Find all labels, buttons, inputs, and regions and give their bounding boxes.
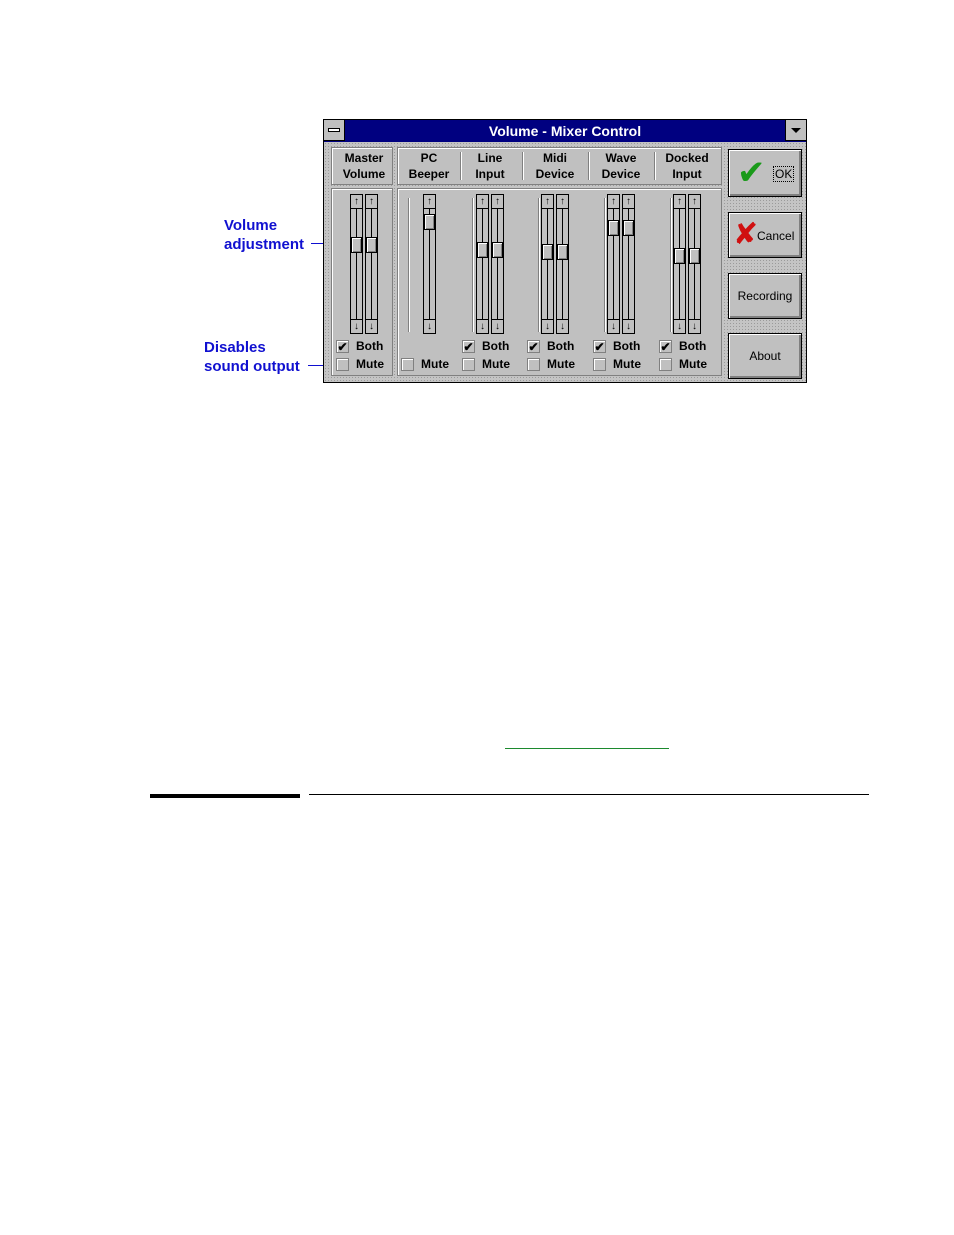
volume-slider-line-right[interactable] xyxy=(491,194,504,334)
callout-line: Disables xyxy=(204,339,266,356)
callout-disables-sound xyxy=(204,338,300,376)
channel-label-line: Docked xyxy=(665,151,709,165)
slider-up-arrow-icon[interactable]: ↑ xyxy=(689,195,700,209)
mixer-window xyxy=(323,119,807,383)
channel-label-line: Volume xyxy=(342,167,386,181)
slider-down-arrow-icon[interactable]: ↓ xyxy=(351,319,362,333)
about-label: About xyxy=(749,349,781,363)
channel-label-line xyxy=(458,150,522,182)
volume-slider-docked-right[interactable] xyxy=(688,194,701,334)
slider-down-arrow-icon[interactable]: ↓ xyxy=(689,319,700,333)
slider-down-arrow-icon[interactable]: ↓ xyxy=(542,319,553,333)
hyperlink-underline[interactable] xyxy=(505,748,669,749)
recording-label: Recording xyxy=(737,289,793,303)
mute-checkbox-master[interactable] xyxy=(336,358,349,371)
slider-up-arrow-icon[interactable]: ↑ xyxy=(492,195,503,209)
slider-thumb[interactable] xyxy=(674,248,685,264)
slider-up-arrow-icon[interactable]: ↑ xyxy=(557,195,568,209)
callout-line: sound output xyxy=(204,358,300,375)
volume-slider-midi-left[interactable] xyxy=(541,194,554,334)
slider-up-arrow-icon[interactable]: ↑ xyxy=(674,195,685,209)
system-menu-icon[interactable] xyxy=(324,120,345,141)
volume-slider-line-left[interactable] xyxy=(476,194,489,334)
slider-thumb[interactable] xyxy=(424,214,435,230)
cancel-x-icon: ✘ xyxy=(733,218,759,251)
channel-label-master xyxy=(332,150,396,182)
slider-down-arrow-icon[interactable]: ↓ xyxy=(492,319,503,333)
both-label: Both xyxy=(356,339,384,353)
volume-slider-wave-left[interactable] xyxy=(607,194,620,334)
channel-label-line: Midi xyxy=(543,151,567,165)
channel-label-docked xyxy=(655,150,719,182)
slider-up-arrow-icon[interactable]: ↑ xyxy=(424,195,435,209)
mute-checkbox-midi[interactable] xyxy=(527,358,540,371)
channel-label-pc xyxy=(397,150,461,182)
mute-label: Mute xyxy=(421,357,449,371)
both-checkbox-master[interactable]: ✔ xyxy=(337,340,348,354)
cancel-label: Cancel xyxy=(757,229,795,243)
channel-label-wave xyxy=(589,150,653,182)
slider-thumb[interactable] xyxy=(623,220,634,236)
cancel-button[interactable] xyxy=(728,212,802,258)
slider-up-arrow-icon[interactable]: ↑ xyxy=(477,195,488,209)
volume-slider-pc[interactable] xyxy=(423,194,436,334)
slider-down-arrow-icon[interactable]: ↓ xyxy=(424,319,435,333)
volume-slider-docked-left[interactable] xyxy=(673,194,686,334)
slider-thumb[interactable] xyxy=(351,237,362,253)
channel-label-line: PC xyxy=(420,151,438,165)
slider-down-arrow-icon[interactable]: ↓ xyxy=(608,319,619,333)
mixer-client-area xyxy=(324,142,806,382)
minimize-icon[interactable] xyxy=(785,120,806,141)
mute-checkbox-line[interactable] xyxy=(462,358,475,371)
slider-up-arrow-icon[interactable]: ↑ xyxy=(623,195,634,209)
slider-separator xyxy=(538,198,540,332)
title-bar xyxy=(324,120,806,142)
mute-label: Mute xyxy=(613,357,641,371)
channel-label-midi xyxy=(523,150,587,182)
channel-label-line: Input xyxy=(475,167,505,181)
slider-down-arrow-icon[interactable]: ↓ xyxy=(477,319,488,333)
slider-up-arrow-icon[interactable]: ↑ xyxy=(542,195,553,209)
volume-slider-master-left[interactable] xyxy=(350,194,363,334)
ok-label: OK xyxy=(775,167,793,181)
slider-thumb[interactable] xyxy=(542,244,553,260)
slider-separator xyxy=(472,198,474,332)
channel-label-line: Beeper xyxy=(408,167,450,181)
slider-down-arrow-icon[interactable]: ↓ xyxy=(674,319,685,333)
slider-thumb[interactable] xyxy=(608,220,619,236)
slider-thumb[interactable] xyxy=(557,244,568,260)
channel-label-line: Device xyxy=(535,167,575,181)
both-checkbox-wave[interactable]: ✔ xyxy=(594,340,605,354)
both-checkbox-midi[interactable]: ✔ xyxy=(528,340,539,354)
section-rule-thick xyxy=(150,794,300,798)
slider-up-arrow-icon[interactable]: ↑ xyxy=(366,195,377,209)
both-label: Both xyxy=(613,339,641,353)
slider-up-arrow-icon[interactable]: ↑ xyxy=(351,195,362,209)
recording-button[interactable] xyxy=(728,273,802,319)
section-rule-thin xyxy=(309,794,869,795)
slider-down-arrow-icon[interactable]: ↓ xyxy=(557,319,568,333)
both-checkbox-docked[interactable]: ✔ xyxy=(660,340,671,354)
slider-up-arrow-icon[interactable]: ↑ xyxy=(608,195,619,209)
volume-slider-midi-right[interactable] xyxy=(556,194,569,334)
mute-label: Mute xyxy=(356,357,384,371)
both-checkbox-line[interactable]: ✔ xyxy=(463,340,474,354)
slider-thumb[interactable] xyxy=(492,242,503,258)
both-label: Both xyxy=(482,339,510,353)
volume-slider-master-right[interactable] xyxy=(365,194,378,334)
slider-separator xyxy=(670,198,672,332)
slider-thumb[interactable] xyxy=(477,242,488,258)
channel-label-line: Device xyxy=(601,167,641,181)
callout-volume-adjustment xyxy=(224,216,304,254)
callout-line: adjustment xyxy=(224,236,305,253)
window-title: Volume - Mixer Control xyxy=(488,123,642,139)
slider-down-arrow-icon[interactable]: ↓ xyxy=(366,319,377,333)
channel-label-line: Wave xyxy=(605,151,637,165)
mute-label: Mute xyxy=(547,357,575,371)
mute-label: Mute xyxy=(482,357,510,371)
callout-line: Volume xyxy=(224,217,278,234)
volume-slider-wave-right[interactable] xyxy=(622,194,635,334)
mute-checkbox-docked[interactable] xyxy=(659,358,672,371)
mute-checkbox-pc[interactable] xyxy=(401,358,414,371)
ok-check-icon: ✔ xyxy=(737,154,766,192)
ok-button[interactable] xyxy=(728,149,802,197)
slider-separator xyxy=(408,198,410,332)
mute-label: Mute xyxy=(679,357,707,371)
slider-thumb[interactable] xyxy=(689,248,700,264)
both-label: Both xyxy=(547,339,575,353)
channel-label-line: Input xyxy=(672,167,702,181)
mute-checkbox-wave[interactable] xyxy=(593,358,606,371)
slider-thumb[interactable] xyxy=(366,237,377,253)
channel-label-line: Master xyxy=(344,151,384,165)
slider-separator xyxy=(604,198,606,332)
about-button[interactable] xyxy=(728,333,802,379)
slider-down-arrow-icon[interactable]: ↓ xyxy=(623,319,634,333)
both-label: Both xyxy=(679,339,707,353)
channel-label-line: Line xyxy=(477,151,503,165)
